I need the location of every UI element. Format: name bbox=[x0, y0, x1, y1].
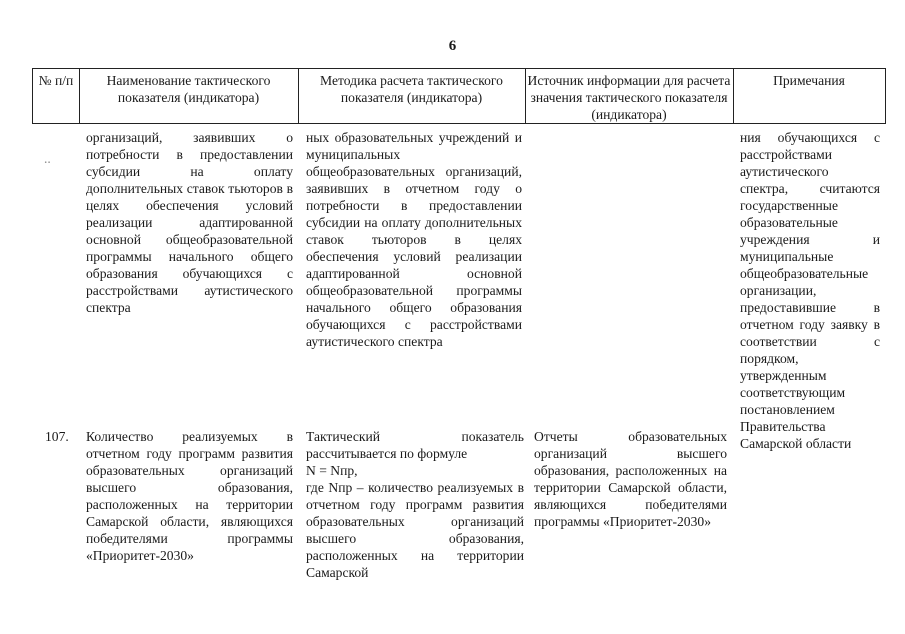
row-107-method bbox=[306, 428, 524, 581]
row-107-name: Количество реализуемых в отчетном году программ развития образовательных организаций высшего образования, расположенных на территории Самарской области, являющихся победителями программы «Приоритет-2030» bbox=[86, 429, 293, 563]
row-107-source: Отчеты образовательных организаций высшего образования, расположенных на территории Самарской области, являющихся победителями программы «Приоритет-2030» bbox=[534, 429, 727, 529]
header-method: Методика расчета тактического показателя (индикатора) bbox=[298, 68, 526, 124]
row-107-num: 107. bbox=[45, 429, 69, 444]
header-notes: Примечания bbox=[733, 68, 886, 124]
page-number: 6 bbox=[448, 38, 457, 54]
row-107-method-where: где Nпр – количество реализуемых в отчетном году программ развития образовательных организаций высшего образования, расположенных на территории Самарской bbox=[306, 480, 524, 580]
header-source: Источник информации для расчета значения тактического показателя (индикатора) bbox=[525, 68, 734, 124]
row-cont-name: организаций, заявивших о потребности в предоставлении субсидии на оплату дополнительных ставок тьюторов в целях обеспечения условий реализации адаптированной основной общеобразовательной программы начального общего образования обучающихся с расстройствами аутистического спектра bbox=[86, 130, 293, 315]
header-name: Наименование тактического показателя (индикатора) bbox=[79, 68, 299, 124]
row-107-formula: N = Nпр, bbox=[306, 463, 358, 478]
row-cont-num: .. bbox=[44, 151, 51, 166]
header-num: № п/п bbox=[32, 68, 80, 124]
row-cont-method: ных образовательных учреждений и муниципальных общеобразовательных организаций, заявивших в отчетном году о потребности в предоставлении субсидии на оплату дополнительных ставок тьюторов в целях обеспечения условий реализации адаптированной основной общеобразовательной программы начального общего образования обучающихся с расстройствами аутистического спектра bbox=[306, 130, 522, 349]
row-107-method-intro: Тактический показатель рассчитывается по формуле bbox=[306, 429, 524, 461]
row-cont-notes: ния обучающихся с расстройствами аутистического спектра, считаются государственные образовательные учреждения и муниципальные общеобразовательные организации, предоставившие в отчетном году заявку в соответствии с порядком, утвержденным соответствующим постановлением Правительства Самарской области bbox=[740, 130, 880, 451]
